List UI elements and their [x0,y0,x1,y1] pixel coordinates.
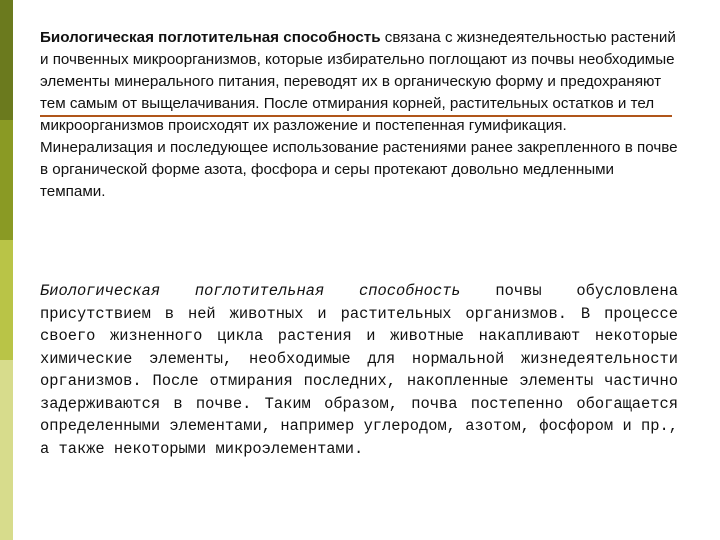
sidebar-segment-olive [0,120,13,240]
paragraph1-body: связана с жизнедеятельностью растений и почвенных микроорганизмов, которые избирательно поглощают из почвы необходимые элементы минерального питания, переводят их в органическую форму и предохраняют тем самым от выщелачивания. После отмирания корней, растительных остатков и тел микроорганизмов происходят их разложение и постепенная гумификация. Минерализация и последующее использование растениями ранее закрепленного в почве в органической форме азота, фосфора и серы протекают довольно медленными темпами. [40,29,678,200]
paragraph2-body: почвы обусловлена присутствием в ней животных и растительных организмов. В процессе своего жизненного цикла растения и животные накапливают некоторые химические элементы, необходимые для нормальной жизнедеятельности организмов. После отмирания последних, накопленные элементы частично задерживаются в почве. Таким образом, почва постепенно обогащается определенными элементами, например углеродом, азотом, фосфором и пр., а также некоторыми микроэлементами. [40,282,678,458]
sidebar-segment-pale [0,360,13,540]
paragraph2-italic-term: Биологическая поглотительная способность [40,282,461,300]
sidebar-color-bar [0,0,13,540]
paragraph1-bold-term: Биологическая поглотительная способность [40,29,381,46]
horizontal-divider [40,115,672,117]
sidebar-segment-dark [0,0,13,120]
sidebar-segment-light [0,240,13,360]
paragraph-soil-organisms [40,280,678,460]
